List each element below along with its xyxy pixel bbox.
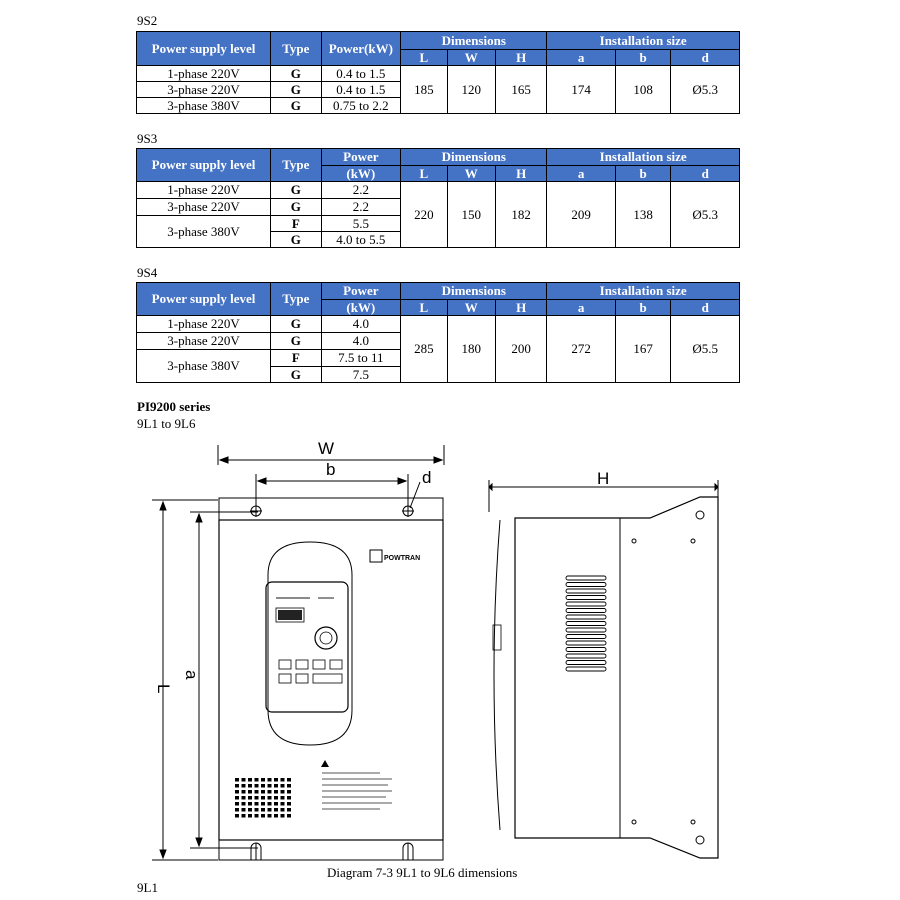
header-b: b <box>615 50 670 66</box>
vent-hole <box>268 778 272 782</box>
vent-slot <box>566 589 606 593</box>
cell-type: G <box>271 199 321 216</box>
cell-d: Ø5.5 <box>671 316 740 383</box>
table-9s2-label: 9S2 <box>137 13 158 28</box>
cell-d: Ø5.3 <box>671 66 740 114</box>
vent-hole <box>268 784 272 788</box>
cell-W: 180 <box>447 316 495 383</box>
header-H: H <box>495 300 546 316</box>
vent-hole <box>274 796 278 800</box>
header-a: a <box>547 166 616 182</box>
header-installation: Installation size <box>547 283 740 300</box>
header-power: Power(kW) <box>321 32 401 66</box>
header-L: L <box>401 166 447 182</box>
vent-hole <box>268 814 272 818</box>
header-power-supply: Power supply level <box>137 32 271 66</box>
header-L: L <box>401 300 447 316</box>
cell-supply: 3-phase 380V <box>137 350 271 383</box>
cell-a: 209 <box>547 182 616 248</box>
cell-power: 4.0 to 5.5 <box>321 232 401 248</box>
cell-d: Ø5.3 <box>671 182 740 248</box>
header-d: d <box>671 50 740 66</box>
vent-hole <box>287 790 291 794</box>
vent-hole <box>268 802 272 806</box>
brand-logo <box>370 550 420 562</box>
header-d: d <box>671 166 740 182</box>
vent-hole <box>287 814 291 818</box>
vent-hole <box>248 814 252 818</box>
cell-power: 2.2 <box>321 182 401 199</box>
header-power: Power <box>321 149 401 166</box>
vent-hole <box>248 802 252 806</box>
l-dimension <box>152 500 218 860</box>
vent-hole <box>242 784 246 788</box>
side-view <box>489 480 718 858</box>
a-dimension <box>190 512 258 848</box>
vent-hole <box>242 808 246 812</box>
cell-type: G <box>271 316 321 333</box>
front-view <box>219 498 443 860</box>
header-power-unit: (kW) <box>321 300 401 316</box>
vent-hole <box>287 808 291 812</box>
vent-hole <box>235 790 239 794</box>
cell-b: 167 <box>615 316 670 383</box>
header-d: d <box>671 300 740 316</box>
header-W: W <box>447 300 495 316</box>
vent-hole <box>248 790 252 794</box>
vent-slot <box>566 654 606 658</box>
label-d: d <box>422 468 432 487</box>
vent-hole <box>255 784 259 788</box>
vent-hole <box>255 808 259 812</box>
diagram-caption: Diagram 7-3 9L1 to 9L6 dimensions <box>327 865 518 880</box>
cell-L: 220 <box>401 182 447 248</box>
header-dimensions: Dimensions <box>401 149 547 166</box>
cell-power: 7.5 to 11 <box>321 350 401 367</box>
cell-power: 0.4 to 1.5 <box>321 66 401 82</box>
vent-hole <box>255 790 259 794</box>
vent-hole <box>255 802 259 806</box>
vent-slot <box>566 583 606 587</box>
cell-supply: 1-phase 220V <box>137 316 271 333</box>
header-b: b <box>615 166 670 182</box>
cell-a: 174 <box>547 66 616 114</box>
header-installation: Installation size <box>547 32 740 50</box>
vent-hole <box>281 814 285 818</box>
vent-slot <box>566 609 606 613</box>
vent-hole <box>287 784 291 788</box>
vent-hole <box>274 814 278 818</box>
front-vent-grille <box>235 778 291 818</box>
header-power-supply: Power supply level <box>137 149 271 182</box>
vent-hole <box>235 784 239 788</box>
cell-W: 150 <box>447 182 495 248</box>
header-type: Type <box>271 32 321 66</box>
cell-L: 185 <box>401 66 447 114</box>
cell-type: G <box>271 98 321 114</box>
vent-slot <box>566 641 606 645</box>
vent-hole <box>248 808 252 812</box>
cell-power: 0.75 to 2.2 <box>321 98 401 114</box>
cell-power: 4.0 <box>321 333 401 350</box>
vent-hole <box>235 802 239 806</box>
cell-supply: 3-phase 220V <box>137 199 271 216</box>
table-9s4-label: 9S4 <box>137 265 158 280</box>
vent-hole <box>261 808 265 812</box>
cell-type: G <box>271 66 321 82</box>
vent-hole <box>261 778 265 782</box>
vent-hole <box>281 808 285 812</box>
header-power-supply: Power supply level <box>137 283 271 316</box>
vent-slot <box>566 622 606 626</box>
vent-hole <box>287 778 291 782</box>
vent-slot <box>566 602 606 606</box>
vent-hole <box>235 814 239 818</box>
cell-H: 200 <box>495 316 546 383</box>
header-L: L <box>401 50 447 66</box>
vent-hole <box>281 802 285 806</box>
vent-hole <box>261 790 265 794</box>
vent-hole <box>235 796 239 800</box>
brand-name: POWTRAN <box>384 555 421 562</box>
header-dimensions: Dimensions <box>401 32 547 50</box>
vent-slot <box>566 576 606 580</box>
cell-type: G <box>271 82 321 98</box>
vent-hole <box>274 790 278 794</box>
vent-hole <box>274 778 278 782</box>
warning-label <box>321 760 392 809</box>
cell-supply: 3-phase 380V <box>137 216 271 248</box>
vent-slot <box>566 635 606 639</box>
cell-power: 2.2 <box>321 199 401 216</box>
cell-type: G <box>271 333 321 350</box>
label-a: a <box>182 670 201 680</box>
vent-hole <box>255 796 259 800</box>
cell-W: 120 <box>447 66 495 114</box>
cell-H: 182 <box>495 182 546 248</box>
header-installation: Installation size <box>547 149 740 166</box>
header-dimensions: Dimensions <box>401 283 547 300</box>
vent-hole <box>287 802 291 806</box>
cell-type: G <box>271 232 321 248</box>
vent-hole <box>281 778 285 782</box>
vent-hole <box>235 808 239 812</box>
vent-hole <box>261 784 265 788</box>
series-subtitle: 9L1 to 9L6 <box>137 416 196 431</box>
vent-hole <box>274 802 278 806</box>
vent-hole <box>261 814 265 818</box>
vent-hole <box>255 814 259 818</box>
label-h: H <box>597 469 610 488</box>
header-power: Power <box>321 283 401 300</box>
label-l: L <box>154 684 173 694</box>
cell-power: 0.4 to 1.5 <box>321 82 401 98</box>
cell-H: 165 <box>495 66 546 114</box>
vent-hole <box>248 796 252 800</box>
vent-hole <box>281 790 285 794</box>
cell-power: 5.5 <box>321 216 401 232</box>
vent-slot <box>566 628 606 632</box>
vent-slot <box>566 648 606 652</box>
cell-supply: 3-phase 380V <box>137 98 271 114</box>
vent-hole <box>242 796 246 800</box>
vent-hole <box>235 778 239 782</box>
cell-supply: 3-phase 220V <box>137 82 271 98</box>
header-H: H <box>495 50 546 66</box>
vent-hole <box>287 796 291 800</box>
vent-hole <box>268 790 272 794</box>
vent-slot <box>566 596 606 600</box>
cell-supply: 3-phase 220V <box>137 333 271 350</box>
label-w: W <box>318 439 335 458</box>
vent-hole <box>268 796 272 800</box>
header-a: a <box>547 300 616 316</box>
header-H: H <box>495 166 546 182</box>
cell-type: F <box>271 350 321 367</box>
cell-b: 108 <box>615 66 670 114</box>
vent-hole <box>248 784 252 788</box>
cell-type: F <box>271 216 321 232</box>
header-a: a <box>547 50 616 66</box>
vent-hole <box>261 802 265 806</box>
vent-hole <box>242 814 246 818</box>
next-section-label: 9L1 <box>137 880 158 895</box>
vent-hole <box>268 808 272 812</box>
vent-slot <box>566 667 606 671</box>
vent-hole <box>242 802 246 806</box>
cell-power: 7.5 <box>321 367 401 383</box>
header-b: b <box>615 300 670 316</box>
cell-a: 272 <box>547 316 616 383</box>
vent-hole <box>281 796 285 800</box>
cell-power: 4.0 <box>321 316 401 333</box>
cell-b: 138 <box>615 182 670 248</box>
vent-hole <box>274 808 278 812</box>
vent-hole <box>242 778 246 782</box>
b-dimension <box>256 474 420 508</box>
cell-type: G <box>271 182 321 199</box>
header-type: Type <box>271 283 321 316</box>
series-title: PI9200 series <box>137 399 211 414</box>
header-W: W <box>447 50 495 66</box>
cell-L: 285 <box>401 316 447 383</box>
vent-hole <box>248 778 252 782</box>
vent-hole <box>255 778 259 782</box>
cell-supply: 1-phase 220V <box>137 66 271 82</box>
cell-supply: 1-phase 220V <box>137 182 271 199</box>
header-type: Type <box>271 149 321 182</box>
vent-hole <box>281 784 285 788</box>
label-b: b <box>326 460 336 479</box>
keypad-display <box>278 610 302 620</box>
header-power-unit: (kW) <box>321 166 401 182</box>
cell-type: G <box>271 367 321 383</box>
vent-hole <box>261 796 265 800</box>
table-9s3-label: 9S3 <box>137 131 158 146</box>
vent-hole <box>274 784 278 788</box>
vent-hole <box>242 790 246 794</box>
vent-slot <box>566 615 606 619</box>
vent-slot <box>566 661 606 665</box>
header-W: W <box>447 166 495 182</box>
